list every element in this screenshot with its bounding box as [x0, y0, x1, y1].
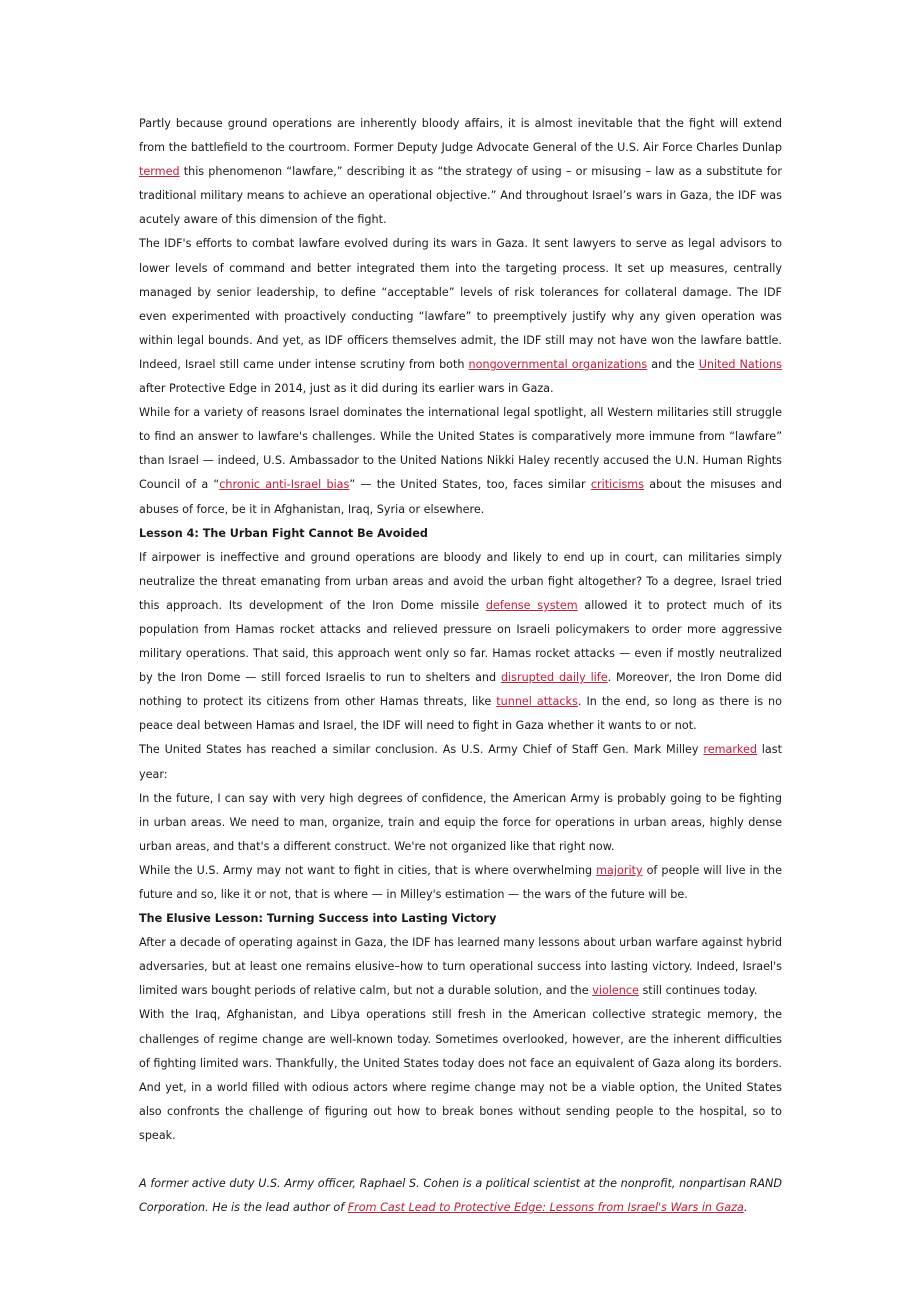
paragraph-iron-dome: [139, 546, 782, 739]
link-termed[interactable]: termed: [139, 165, 180, 179]
text: of people will live in the future and so, like it or not, that is where — in Milley's estimation — the wars of the future will be.: [139, 863, 782, 901]
text: . In the end, so long as there is no peace deal between Hamas and Israel, the IDF will need to fight in Gaza whether it wants to or not.: [139, 695, 782, 733]
paragraph-urban-future: [139, 859, 782, 907]
text: allowed it to protect much of its population from Hamas rocket attacks and relieved pressure on Israeli policymakers to order more aggressive military operations. That said, this approach went only so far. Hamas rocket attacks — even if mostly neutralized by the Iron Dome — still forced Israelis to run to shelters and: [139, 598, 782, 685]
paragraph-lasting-victory: [139, 931, 782, 1003]
paragraph-lawfare-intro: [139, 112, 782, 232]
text: While the U.S. Army may not want to fight in cities, that is where overwhelming: [139, 863, 597, 877]
text: A former active duty U.S. Army officer, Raphael S. Cohen is a political scientist at the nonprofit, nonpartisan RAND Corporation. He is the lead author of: [139, 1177, 782, 1215]
paragraph-regime-change: With the Iraq, Afghanistan, and Libya operations still fresh in the American collective strategic memory, the challenges of regime change are well-known today. Sometimes overlooked, however, are the inherent difficulties of fighting limited wars. Thankfully, the United States today does not face an equivalent of Gaza along its borders. And yet, in a world filled with odious actors where regime change may not be a viable option, the United States also confronts the challenge of figuring out how to break bones without sending people to the hospital, so to speak.: [139, 1008, 782, 1142]
text: and the: [647, 357, 699, 371]
author-bio: [139, 1172, 782, 1220]
text: still continues today.: [638, 984, 758, 998]
text: The IDF's efforts to combat lawfare evolved during its wars in Gaza. It sent lawyers to serve as legal advisors to lower levels of command and better integrated them into the targeting process. It set up measures, centrally managed by senior leadership, to define “acceptable” levels of risk tolerances for collateral damage. The IDF even experimented with proactively conducting “lawfare” to preemptively justify why any given operation was within legal bounds. And yet, as IDF officers themselves admit, the IDF still may not have won the lawfare battle. Indeed, Israel still came under intense scrutiny from both: [139, 237, 782, 371]
link-defense-system[interactable]: defense system: [485, 598, 578, 612]
text: after Protective Edge in 2014, just as it did during its earlier wars in Gaza.: [139, 382, 554, 396]
section-heading-lesson-4: Lesson 4: The Urban Fight Cannot Be Avoided: [139, 526, 428, 540]
link-tunnel-attacks[interactable]: tunnel attacks: [496, 695, 578, 709]
link-chronic-anti-israel-bias[interactable]: chronic anti-Israel bias: [219, 478, 350, 492]
text: The United States has reached a similar conclusion. As U.S. Army Chief of Staff Gen. Mark Milley: [139, 743, 704, 757]
text: about the misuses and abuses of force, be it in Afghanistan, Iraq, Syria or elsewhere.: [139, 478, 782, 516]
milley-quote: In the future, I can say with very high degrees of confidence, the American Army is probably going to be fighting in urban areas. We need to man, organize, train and equip the force for operations in urban areas, highly dense urban areas, and that's a different construct. We're not organized like that right now.: [139, 791, 782, 853]
paragraph-western-militaries: [139, 401, 782, 521]
paragraph-milley-intro: [139, 738, 782, 786]
link-united-nations[interactable]: United Nations: [698, 357, 782, 371]
link-remarked[interactable]: remarked: [703, 743, 757, 757]
paragraph-lawfare-efforts: [139, 232, 782, 401]
text: If airpower is ineffective and ground operations are bloody and likely to end up in court, can militaries simply neutralize the threat emanating from urban areas and avoid the urban fight altogether? To a degree, Israel tried this approach. Its development of the Iron Dome missile: [139, 550, 782, 612]
link-disrupted-daily-life[interactable]: disrupted daily life: [500, 671, 608, 685]
link-criticisms[interactable]: criticisms: [590, 478, 645, 492]
text: this phenomenon “lawfare,” describing it as “the strategy of using – or misusing – law as a substitute for traditional military means to achieve an operational objective.” And throughout Israel’s wars in Gaza, the IDF was acutely aware of this dimension of the fight.: [139, 165, 782, 227]
link-majority[interactable]: majority: [596, 863, 643, 877]
link-book-title[interactable]: From Cast Lead to Protective Edge: Lessons from Israel's Wars in Gaza: [347, 1201, 744, 1215]
text: After a decade of operating against in Gaza, the IDF has learned many lessons about urban warfare against hybrid adversaries, but at least one remains elusive–how to turn operational success into lasting victory. Indeed, Israel's limited wars bought periods of relative calm, but not a durable solution, and the: [139, 936, 782, 998]
article-body: [139, 112, 782, 1220]
link-nongovernmental-organizations[interactable]: nongovernmental organizations: [468, 357, 648, 371]
text: .: [743, 1201, 748, 1215]
text: While for a variety of reasons Israel dominates the international legal spotlight, all Western militaries still struggle to find an answer to lawfare's challenges. While the United States is comparatively more immune from “lawfare” than Israel — indeed, U.S. Ambassador to the United Nations Nikki Haley recently accused the U.N. Human Rights Council of a “: [139, 406, 782, 492]
section-heading-elusive-lesson: The Elusive Lesson: Turning Success into Lasting Victory: [139, 912, 497, 926]
text: . Moreover, the Iron Dome did nothing to protect its citizens from other Hamas threats, like: [139, 671, 782, 709]
text: last year:: [139, 743, 782, 781]
spacer: [139, 1148, 782, 1172]
text: Partly because ground operations are inherently bloody affairs, it is almost inevitable that the fight will extend from the battlefield to the courtroom. Former Deputy Judge Advocate General of the U.S. Air Force Charles Dunlap: [139, 117, 782, 155]
text: ” — the United States, too, faces similar: [349, 478, 591, 492]
link-violence[interactable]: violence: [592, 984, 639, 998]
